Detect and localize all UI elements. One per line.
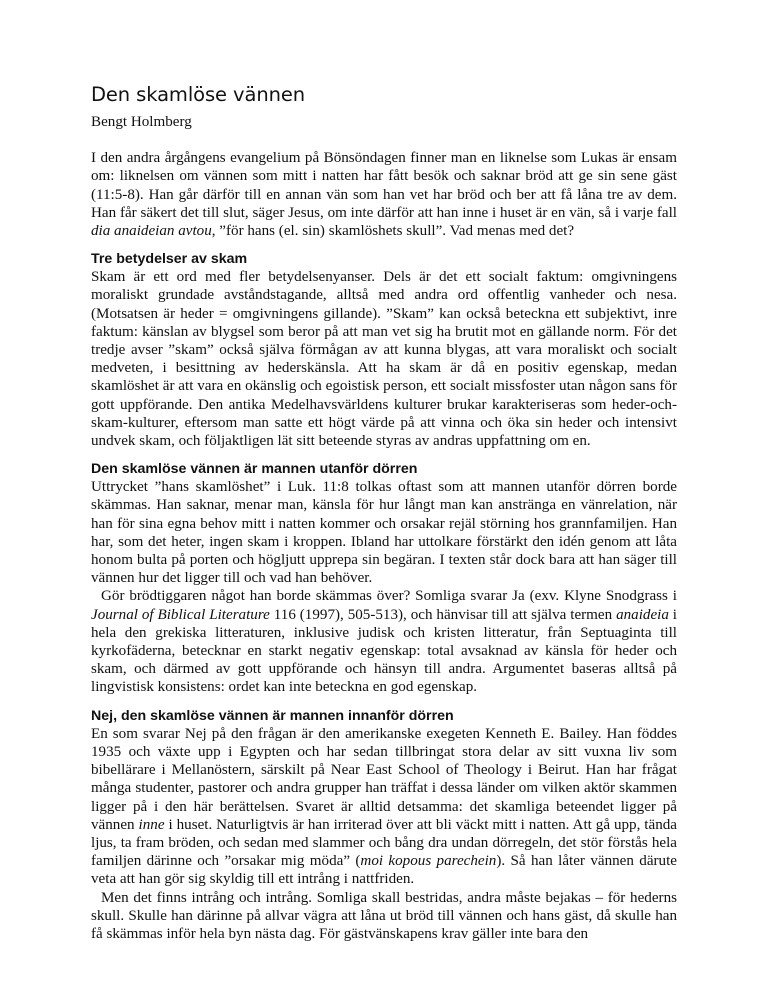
- section-heading-3: Nej, den skamlöse vännen är mannen innanför dörren: [91, 707, 454, 724]
- section-1-paragraph: Skam är ett ord med fler betydelsenyanser. Dels är det ett socialt faktum: omgivningens moraliskt grundade avståndstagande, alltså med andra ord offentlig vanheder och nesa. (Motsatsen är heder = omgivningens gillande). ”Skam” kan också beteckna ett subjektivt, inre faktum: känslan av blygsel som beror på att man vet sig ha brutit mot en gällande norm. För det tredje avser ”skam” också själva förmågan av att kunna blygas, att vara moraliskt och socialt medveten, i besittning av hederskänsla. Att ha skam är då en positiv egenskap, medan skamlöshet är att vara en okänslig och egoistisk person, ett socialt missfoster utan någon sans för gott uppförande. Den antika Medelhavsvärldens kulturer brukar karakteriseras som heder-och-skam-kulturer, eftersom man satte ett högt värde på att vinna och öka sin heder och intensivt undvek skam, och följaktligen lät sitt beteende styras av andras uppfattning om en.: [91, 269, 677, 450]
- document-page: [91, 83, 677, 943]
- section-2-p2-text-e: i hela den grekiska litteraturen, inklusive judisk och kristen litteratur, från Septuaginta till kyrkofäderna, betecknar en starkt negativ egenskap: total avsaknad av känsla för heder och skam, och därmed av gott uppförande och hänsyn till andra. Argumentet baseras alltså på lingvistisk konsistens: ordet kan inte beteckna en god egenskap.: [91, 606, 677, 696]
- intro-paragraph: [91, 149, 677, 240]
- section-2-paragraph-1: Uttrycket ”hans skamlöshet” i Luk. 11:8 tolkas oftast som att mannen utanför dörren borde skämmas. Han saknar, menar man, känsla för hur långt man kan anstränga en vänrelation, när han för sina egna behov mitt i natten kommer och orsakar rejäl störning hos grannfamiljen. Han har, som det heter, ingen skam i kroppen. Ibland har uttolkare förstärkt den idén genom att låta honom bulta på porten och högljutt upprepa sin begäran. I texten står dock bara att han säger till vännen hur det ligger till och vad han behöver.: [91, 479, 677, 587]
- document-title: Den skamlöse vännen: [91, 83, 305, 106]
- section-3-p1-text-c: i huset. Naturligtvis är han irriterad över att bli väckt mitt i natten. Att gå upp, tända ljus, ta fram bröden, och sedan med slammer och bång dra undan dörregeln, det stör förstås hela familjen därinne och ”orsakar mig möda” (: [91, 816, 677, 870]
- intro-text-c: , ”för hans (el. sin) skamlöshets skull”. Vad menas med det?: [211, 223, 575, 240]
- section-3-p1-text-e: ). Så han låter vännen därute veta att han gör sig skyldig till ett intrång i nattfriden.: [91, 853, 677, 888]
- author-name: Bengt Holmberg: [91, 114, 192, 130]
- journal-title: Journal of Biblical Literature: [91, 606, 270, 623]
- greek-quote: moi kopous parechein: [360, 853, 497, 870]
- section-2-paragraph-2: [91, 587, 677, 696]
- section-heading-2: Den skamlöse vännen är mannen utanför dörren: [91, 461, 418, 478]
- section-2-p2-text-c: 116 (1997), 505-513), och hänvisar till att själva termen: [269, 606, 617, 623]
- intro-greek-phrase: dia anaideian avtou: [91, 223, 212, 240]
- section-3-paragraph-2: Men det finns intrång och intrång. Somliga skall bestridas, andra måste bejakas – för hederns skull. Skulle han därinne på allvar vägra att låna ut bröd till vännen och hans gäst, då skulle han få skämmas inför hela byn nästa dag. För gästvänskapens krav gäller inte bara den: [91, 889, 677, 942]
- section-3-paragraph-1: [91, 725, 677, 889]
- greek-term: anaideia: [616, 606, 669, 623]
- section-heading-1: Tre betydelser av skam: [91, 251, 248, 268]
- emphasis-inne: inne: [138, 816, 165, 833]
- section-3-p1-text-a: En som svarar Nej på den frågan är den amerikanske exegeten Kenneth E. Bailey. Han föddes 1935 och växte upp i Egypten och har sedan tillbringat stora delar av sitt vuxna liv som bibellärare i Mellanöstern, särskilt på Near East School of Theology i Beirut. Han har frågat många studenter, pastorer och andra grupper han träffat i dessa länder om vilken aktör skammen ligger på i den här berättelsen. Svaret är alltid detsamma: det skamliga beteendet ligger på vännen: [91, 725, 677, 833]
- intro-text-a: I den andra årgångens evangelium på Bönsöndagen finner man en liknelse som Lukas är ensam om: liknelsen om vännen som mitt i natten har fått besök och saknar bröd att ge sin sene gäst (11:5-8). Han går därför till en annan vän som han vet har bröd och ber att få låna tre av dem. Han får säkert det till slut, säger Jesus, om inte därför att han inne i huset är en vän, så i varje fall: [91, 150, 677, 221]
- section-2-p2-text-a: Gör brödtiggaren något han borde skämmas över? Somliga svarar Ja (exv. Klyne Snodgrass i: [101, 588, 677, 605]
